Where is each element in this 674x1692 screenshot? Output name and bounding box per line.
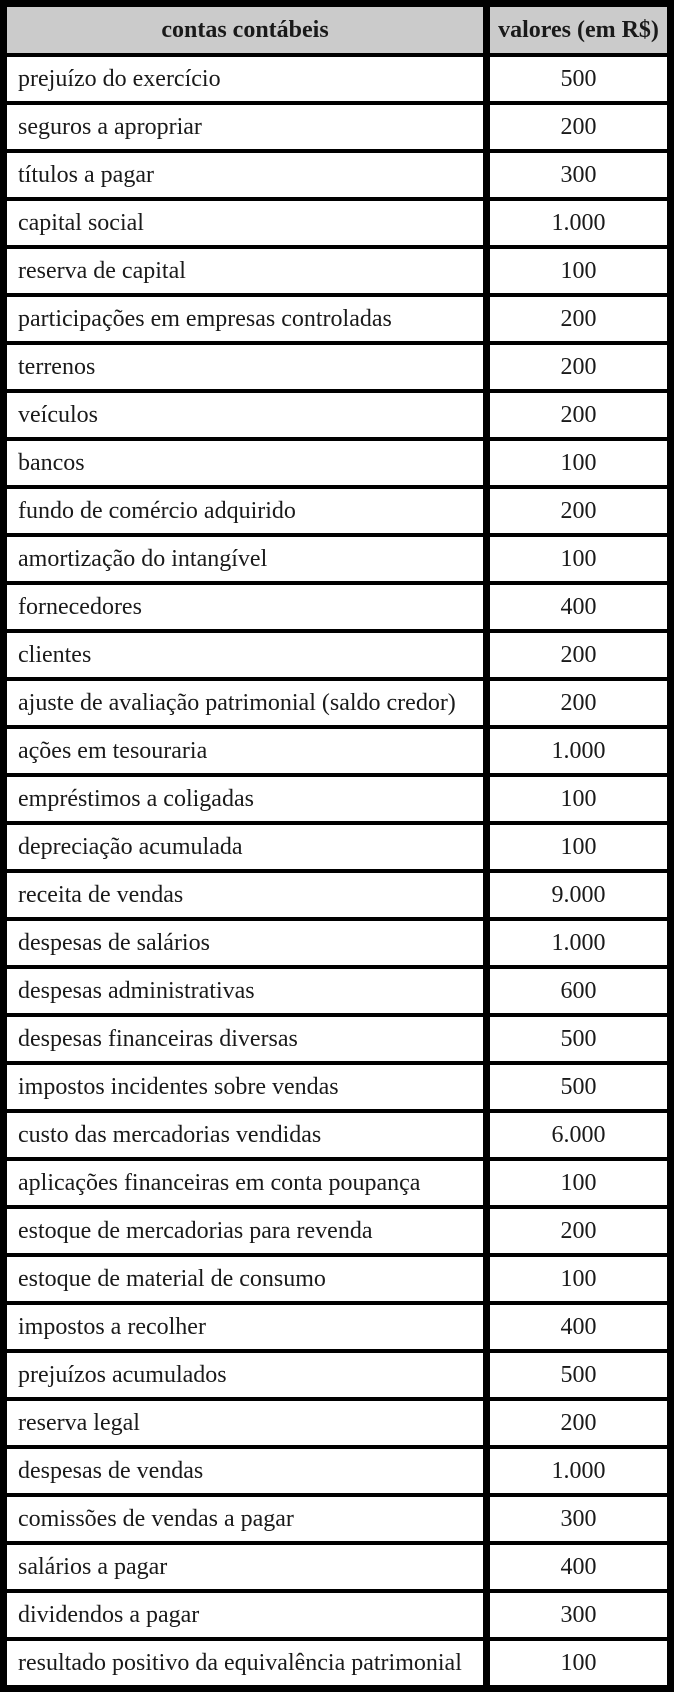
table-row [4, 631, 671, 679]
value-cell: 1.000 [487, 727, 671, 775]
account-cell: prejuízos acumulados [4, 1351, 487, 1399]
table-row [4, 679, 671, 727]
value-cell: 100 [487, 1255, 671, 1303]
table-row [4, 871, 671, 919]
account-cell: veículos [4, 391, 487, 439]
table-row [4, 1543, 671, 1591]
account-cell: estoque de material de consumo [4, 1255, 487, 1303]
account-cell: depreciação acumulada [4, 823, 487, 871]
value-cell: 200 [487, 487, 671, 535]
value-cell: 400 [487, 583, 671, 631]
table-row [4, 967, 671, 1015]
table-row [4, 1303, 671, 1351]
table-row [4, 727, 671, 775]
value-cell: 100 [487, 775, 671, 823]
table-row [4, 439, 671, 487]
account-cell: impostos a recolher [4, 1303, 487, 1351]
table-row [4, 1015, 671, 1063]
value-cell: 100 [487, 535, 671, 583]
value-cell: 400 [487, 1543, 671, 1591]
table-row [4, 343, 671, 391]
account-cell: impostos incidentes sobre vendas [4, 1063, 487, 1111]
account-cell: despesas de vendas [4, 1447, 487, 1495]
account-cell: fundo de comércio adquirido [4, 487, 487, 535]
account-cell: salários a pagar [4, 1543, 487, 1591]
value-cell: 200 [487, 631, 671, 679]
table-row [4, 1063, 671, 1111]
table-row [4, 1399, 671, 1447]
table-row [4, 55, 671, 103]
table-row [4, 1159, 671, 1207]
value-cell: 100 [487, 1159, 671, 1207]
value-cell: 100 [487, 247, 671, 295]
account-cell: empréstimos a coligadas [4, 775, 487, 823]
account-cell: reserva de capital [4, 247, 487, 295]
table-row [4, 1111, 671, 1159]
column-header-values: valores (em R$) [487, 4, 671, 56]
account-cell: capital social [4, 199, 487, 247]
account-cell: comissões de vendas a pagar [4, 1495, 487, 1543]
account-cell: receita de vendas [4, 871, 487, 919]
value-cell: 6.000 [487, 1111, 671, 1159]
table-row [4, 535, 671, 583]
table-row [4, 1639, 671, 1689]
value-cell: 1.000 [487, 199, 671, 247]
table-row [4, 823, 671, 871]
table-row [4, 247, 671, 295]
value-cell: 300 [487, 1591, 671, 1639]
account-cell: participações em empresas controladas [4, 295, 487, 343]
account-cell: amortização do intangível [4, 535, 487, 583]
value-cell: 500 [487, 1063, 671, 1111]
value-cell: 500 [487, 1351, 671, 1399]
account-cell: despesas administrativas [4, 967, 487, 1015]
account-cell: resultado positivo da equivalência patrimonial [4, 1639, 487, 1689]
value-cell: 500 [487, 1015, 671, 1063]
value-cell: 200 [487, 295, 671, 343]
account-cell: clientes [4, 631, 487, 679]
value-cell: 200 [487, 343, 671, 391]
table-row [4, 919, 671, 967]
table-row [4, 103, 671, 151]
account-cell: ajuste de avaliação patrimonial (saldo credor) [4, 679, 487, 727]
account-cell: reserva legal [4, 1399, 487, 1447]
value-cell: 200 [487, 1399, 671, 1447]
table-row [4, 583, 671, 631]
table-row [4, 1255, 671, 1303]
account-cell: estoque de mercadorias para revenda [4, 1207, 487, 1255]
account-cell: ações em tesouraria [4, 727, 487, 775]
account-cell: títulos a pagar [4, 151, 487, 199]
value-cell: 9.000 [487, 871, 671, 919]
value-cell: 100 [487, 1639, 671, 1689]
table-row [4, 487, 671, 535]
value-cell: 500 [487, 55, 671, 103]
value-cell: 300 [487, 1495, 671, 1543]
table-row [4, 295, 671, 343]
column-header-accounts: contas contábeis [4, 4, 487, 56]
value-cell: 200 [487, 391, 671, 439]
account-cell: bancos [4, 439, 487, 487]
account-cell: despesas financeiras diversas [4, 1015, 487, 1063]
account-cell: aplicações financeiras em conta poupança [4, 1159, 487, 1207]
account-cell: custo das mercadorias vendidas [4, 1111, 487, 1159]
table-row [4, 151, 671, 199]
account-cell: seguros a apropriar [4, 103, 487, 151]
value-cell: 400 [487, 1303, 671, 1351]
table-row [4, 775, 671, 823]
account-cell: prejuízo do exercício [4, 55, 487, 103]
table-row [4, 1351, 671, 1399]
value-cell: 200 [487, 1207, 671, 1255]
table-body [4, 55, 671, 1689]
value-cell: 1.000 [487, 919, 671, 967]
table-row [4, 1591, 671, 1639]
account-cell: despesas de salários [4, 919, 487, 967]
table-row [4, 391, 671, 439]
header-row [4, 4, 671, 56]
value-cell: 300 [487, 151, 671, 199]
account-cell: terrenos [4, 343, 487, 391]
value-cell: 200 [487, 103, 671, 151]
value-cell: 200 [487, 679, 671, 727]
account-cell: fornecedores [4, 583, 487, 631]
value-cell: 1.000 [487, 1447, 671, 1495]
account-cell: dividendos a pagar [4, 1591, 487, 1639]
table-row [4, 1447, 671, 1495]
table-row [4, 1207, 671, 1255]
value-cell: 100 [487, 439, 671, 487]
table-row [4, 1495, 671, 1543]
value-cell: 600 [487, 967, 671, 1015]
value-cell: 100 [487, 823, 671, 871]
table-row [4, 199, 671, 247]
